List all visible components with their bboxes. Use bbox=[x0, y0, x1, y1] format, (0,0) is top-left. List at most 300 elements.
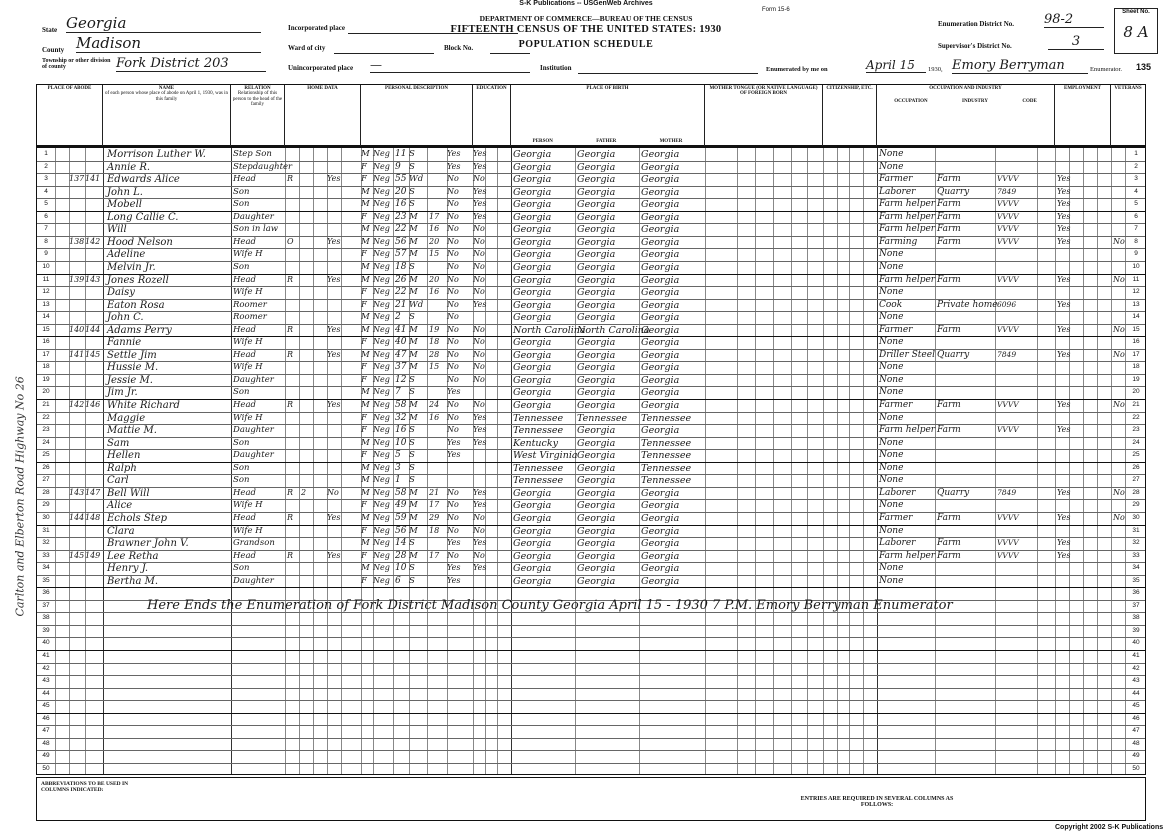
line-number: 28 bbox=[1132, 488, 1140, 496]
cell-sch: Yes bbox=[447, 161, 461, 171]
cell-bp: Tennessee bbox=[513, 425, 564, 437]
cell-sex: M bbox=[361, 387, 370, 398]
cell-sch: No bbox=[447, 249, 459, 259]
line-number: 29 bbox=[1132, 501, 1140, 509]
cell-name: Hussie M. bbox=[107, 362, 159, 374]
cell-age: 16 bbox=[395, 425, 407, 436]
unincorporated-label: Unincorporated place bbox=[288, 64, 354, 72]
cell-occ: Laborer bbox=[879, 186, 916, 197]
cell-ms: M bbox=[409, 211, 418, 222]
cell-rel: Daughter bbox=[233, 425, 274, 436]
cell-rw: Yes bbox=[473, 211, 487, 221]
cell-occ: Farm helper bbox=[879, 211, 936, 222]
cell-rel: Head bbox=[233, 236, 256, 247]
section-education bbox=[473, 85, 511, 146]
line-number: 9 bbox=[44, 250, 48, 258]
cell-occ: Farm helper bbox=[879, 550, 936, 561]
cell-sex: M bbox=[361, 312, 370, 323]
cell-rw: No bbox=[473, 274, 485, 284]
cell-rel: Son bbox=[233, 186, 250, 197]
line-number: 5 bbox=[1134, 200, 1138, 208]
cell-age: 20 bbox=[395, 186, 407, 197]
section-birth-label: PLACE OF BIRTH bbox=[586, 86, 629, 91]
cell-fb: Georgia bbox=[577, 374, 616, 386]
cell-emp: Yes bbox=[1057, 211, 1071, 221]
cell-code: VVVV bbox=[997, 512, 1019, 522]
cell-race: Neg bbox=[373, 149, 390, 158]
cell-age: 23 bbox=[395, 211, 407, 222]
cell-sex: M bbox=[361, 236, 370, 247]
cell-occ: Farm helper bbox=[879, 199, 936, 210]
cell-ind: Farm bbox=[937, 224, 961, 235]
cell-name: Bell Will bbox=[107, 487, 150, 499]
cell-race: Neg bbox=[373, 512, 390, 522]
cell-occ: None bbox=[879, 475, 904, 486]
cell-rel: Head bbox=[233, 512, 256, 523]
cell-ma: 20 bbox=[429, 274, 440, 284]
cell-fb: Georgia bbox=[577, 299, 616, 311]
cell-race: Neg bbox=[373, 249, 390, 259]
row-divider bbox=[37, 750, 1145, 751]
cell-fb: Georgia bbox=[577, 261, 616, 273]
line-number: 29 bbox=[42, 501, 50, 509]
cell-ms: M bbox=[409, 512, 418, 523]
cell-occ: None bbox=[879, 500, 904, 511]
cell-fam: 149 bbox=[85, 550, 101, 560]
cell-code: 7849 bbox=[997, 487, 1017, 497]
line-number: 43 bbox=[1132, 677, 1140, 685]
section-employment-label: EMPLOYMENT bbox=[1064, 86, 1101, 91]
cell-dw: 138 bbox=[69, 236, 85, 246]
cell-ms: S bbox=[409, 149, 415, 159]
cell-emp: Yes bbox=[1057, 550, 1071, 560]
cell-occ: Farmer bbox=[879, 174, 913, 185]
line-number: 24 bbox=[1132, 438, 1140, 446]
cell-sex: F bbox=[361, 299, 367, 310]
cell-bp: Georgia bbox=[513, 362, 552, 374]
cell-bp: Georgia bbox=[513, 575, 552, 587]
line-number: 10 bbox=[1132, 262, 1140, 270]
line-number: 24 bbox=[42, 438, 50, 446]
cell-sex: F bbox=[361, 174, 367, 185]
sd-label: Supervisor's District No. bbox=[938, 42, 1012, 50]
cell-ms: M bbox=[409, 362, 418, 373]
birth-mother-subheader: MOTHER bbox=[659, 138, 683, 144]
cell-ms: M bbox=[409, 287, 418, 298]
cell-mb: Georgia bbox=[641, 374, 680, 386]
cell-rw: No bbox=[473, 374, 485, 384]
line-number: 45 bbox=[42, 702, 50, 710]
publisher-banner: S-K Publications -- USGenWeb Archives bbox=[519, 0, 653, 7]
line-number: 49 bbox=[1132, 752, 1140, 760]
cell-ms: S bbox=[409, 450, 415, 461]
cell-ms: M bbox=[409, 525, 418, 536]
cell-name: John L. bbox=[107, 186, 143, 198]
cell-code: 7849 bbox=[997, 186, 1017, 196]
line-number: 27 bbox=[1132, 476, 1140, 484]
cell-emp: Yes bbox=[1057, 299, 1071, 309]
row-divider bbox=[37, 587, 1145, 588]
closing-note: Here Ends the Enumeration of Fork District Madison County Georgia April 15 - 1930 7 P.M. Emory Berryman Enumerator bbox=[147, 597, 953, 613]
cell-name: Maggie bbox=[107, 412, 146, 424]
cell-mb: Georgia bbox=[641, 299, 680, 311]
cell-ma: 17 bbox=[429, 500, 440, 510]
industry-subheader: INDUSTRY bbox=[962, 99, 988, 104]
cell-fam: 146 bbox=[85, 400, 101, 409]
line-number: 18 bbox=[42, 363, 50, 371]
cell-mb: Georgia bbox=[641, 186, 680, 198]
sheet-box bbox=[1114, 8, 1158, 54]
cell-farm: Yes bbox=[327, 550, 341, 560]
cell-rel: Son in law bbox=[233, 224, 279, 235]
section-citizenship bbox=[823, 85, 877, 146]
cell-mb: Georgia bbox=[641, 274, 680, 286]
cell-ma: 18 bbox=[429, 337, 440, 347]
cell-occ: None bbox=[879, 249, 904, 260]
cell-sex: M bbox=[361, 512, 370, 523]
cell-name: Settle Jim bbox=[107, 349, 157, 361]
line-number: 16 bbox=[1132, 338, 1140, 346]
cell-ms: Wd bbox=[409, 299, 424, 310]
cell-ind: Farm bbox=[937, 174, 961, 185]
cell-bp: Georgia bbox=[513, 236, 552, 248]
cell-fb: Georgia bbox=[577, 563, 616, 575]
cell-mb: Georgia bbox=[641, 563, 680, 575]
cell-bp: Georgia bbox=[513, 174, 552, 186]
cell-bp: Georgia bbox=[513, 287, 552, 299]
cell-emp: Yes bbox=[1057, 349, 1071, 359]
cell-mb: Tennessee bbox=[641, 475, 692, 487]
cell-sex: M bbox=[361, 274, 370, 285]
cell-age: 22 bbox=[395, 224, 407, 235]
cell-race: Neg bbox=[373, 261, 390, 271]
cell-rw: Yes bbox=[473, 487, 487, 497]
cell-sex: F bbox=[361, 550, 367, 561]
cell-ms: M bbox=[409, 550, 418, 561]
cell-rw: No bbox=[473, 550, 485, 560]
cell-rw: No bbox=[473, 261, 485, 271]
line-number: 13 bbox=[1132, 300, 1140, 308]
cell-ms: M bbox=[409, 487, 418, 498]
cell-sch: No bbox=[447, 349, 459, 359]
cell-sex: F bbox=[361, 374, 367, 385]
cell-farm: Yes bbox=[327, 400, 341, 409]
schedule-title: POPULATION SCHEDULE bbox=[518, 39, 654, 50]
cell-farm: Yes bbox=[327, 349, 341, 359]
section-personal bbox=[361, 85, 473, 146]
cell-dw: 145 bbox=[69, 550, 85, 560]
cell-name: Lee Retha bbox=[107, 550, 159, 562]
cell-ms: M bbox=[409, 412, 418, 423]
cell-race: Neg bbox=[373, 287, 390, 297]
cell-rel: Son bbox=[233, 199, 250, 210]
cell-rel: Son bbox=[233, 563, 250, 574]
line-number: 12 bbox=[42, 288, 50, 296]
sheet-value: 8 A bbox=[1123, 23, 1149, 41]
line-number: 4 bbox=[1134, 187, 1138, 195]
cell-name: Brawner John V. bbox=[107, 538, 189, 550]
cell-sch: No bbox=[447, 261, 459, 271]
cell-sch: No bbox=[447, 274, 459, 284]
cell-sch: No bbox=[447, 400, 459, 409]
cell-code: VVVV bbox=[997, 211, 1019, 221]
line-number: 25 bbox=[1132, 451, 1140, 459]
cell-code: 6096 bbox=[997, 299, 1017, 309]
cell-age: 10 bbox=[395, 563, 407, 574]
cell-vet: No bbox=[1113, 349, 1125, 359]
cell-bp: Georgia bbox=[513, 512, 552, 524]
line-number: 6 bbox=[44, 212, 48, 220]
cell-fb: Georgia bbox=[577, 462, 616, 474]
cell-bp: West Virginia bbox=[513, 450, 578, 462]
line-number: 8 bbox=[44, 237, 48, 245]
cell-mb: Georgia bbox=[641, 174, 680, 186]
line-number: 14 bbox=[1132, 313, 1140, 321]
cell-name: Ralph bbox=[107, 462, 137, 474]
line-number: 26 bbox=[42, 463, 50, 471]
cell-rw: No bbox=[473, 337, 485, 347]
cell-vet: No bbox=[1113, 400, 1125, 409]
cell-fb: Georgia bbox=[577, 538, 616, 550]
cell-dw: 140 bbox=[69, 324, 85, 334]
cell-age: 3 bbox=[395, 462, 401, 473]
line-number: 11 bbox=[1132, 275, 1140, 283]
cell-age: 10 bbox=[395, 437, 407, 448]
cell-race: Neg bbox=[373, 475, 390, 485]
cell-mb: Tennessee bbox=[641, 462, 692, 474]
cell-sex: M bbox=[361, 475, 370, 486]
cell-ms: M bbox=[409, 324, 418, 335]
cell-fb: Georgia bbox=[577, 425, 616, 437]
line-number: 42 bbox=[1132, 664, 1140, 672]
cell-age: 28 bbox=[395, 550, 407, 561]
line-number: 25 bbox=[42, 451, 50, 459]
cell-ms: S bbox=[409, 312, 415, 323]
line-number: 34 bbox=[1132, 564, 1140, 572]
cell-bp: Georgia bbox=[513, 199, 552, 211]
line-number: 31 bbox=[42, 526, 50, 534]
cell-ind: Quarry bbox=[937, 349, 970, 360]
cell-ma: 15 bbox=[429, 362, 440, 372]
cell-race: Neg bbox=[373, 575, 390, 585]
cell-ma: 24 bbox=[429, 400, 440, 409]
cell-code: VVVV bbox=[997, 400, 1019, 409]
line-number: 39 bbox=[42, 626, 50, 634]
line-number: 50 bbox=[42, 764, 50, 772]
cell-name: Adams Perry bbox=[107, 324, 172, 336]
cell-rw: Yes bbox=[473, 149, 487, 158]
cell-rel: Head bbox=[233, 274, 256, 285]
cell-fb: Georgia bbox=[577, 575, 616, 587]
cell-ind: Farm bbox=[937, 199, 961, 210]
cell-vet: No bbox=[1113, 487, 1125, 497]
cell-rel: Head bbox=[233, 487, 256, 498]
cell-rw: No bbox=[473, 287, 485, 297]
cell-dw: 139 bbox=[69, 274, 85, 284]
cell-bp: Tennessee bbox=[513, 412, 564, 424]
cell-farm: Yes bbox=[327, 512, 341, 522]
section-veterans bbox=[1111, 85, 1145, 146]
cell-bp: Georgia bbox=[513, 312, 552, 324]
cell-sch: No bbox=[447, 512, 459, 522]
line-number: 1 bbox=[1134, 150, 1138, 157]
cell-sex: M bbox=[361, 149, 370, 159]
cell-sch: No bbox=[447, 199, 459, 209]
cell-bp: Georgia bbox=[513, 538, 552, 550]
birth-person-subheader: PERSON bbox=[532, 138, 553, 144]
cell-race: Neg bbox=[373, 437, 390, 447]
cell-name: Morrison Luther W. bbox=[107, 149, 206, 160]
cell-race: Neg bbox=[373, 161, 390, 171]
cell-fb: Georgia bbox=[577, 437, 616, 449]
cell-rel: Son bbox=[233, 475, 250, 486]
institution-line bbox=[578, 64, 758, 74]
cell-code: VVVV bbox=[997, 274, 1019, 284]
cell-name: Jessie M. bbox=[107, 374, 153, 386]
line-number: 27 bbox=[42, 476, 50, 484]
cell-race: Neg bbox=[373, 224, 390, 234]
line-number: 33 bbox=[1132, 551, 1140, 559]
cell-rw: No bbox=[473, 349, 485, 359]
cell-farm: Yes bbox=[327, 324, 341, 334]
cell-occ: None bbox=[879, 563, 904, 574]
cell-occ: Laborer bbox=[879, 538, 916, 549]
cell-bp: Georgia bbox=[513, 349, 552, 361]
line-number: 47 bbox=[42, 727, 50, 735]
cell-mb: Tennessee bbox=[641, 437, 692, 449]
cell-emp: Yes bbox=[1057, 224, 1071, 234]
cell-fb: Georgia bbox=[577, 287, 616, 299]
row-divider bbox=[37, 763, 1145, 764]
cell-sch: No bbox=[447, 487, 459, 497]
cell-fam: 145 bbox=[85, 349, 101, 359]
enumerator-name: Emory Berryman bbox=[952, 58, 1088, 74]
township-label: Township or other division of county bbox=[42, 58, 111, 71]
cell-race: Neg bbox=[373, 400, 390, 409]
cell-rw: No bbox=[473, 512, 485, 522]
cell-occ: None bbox=[879, 450, 904, 461]
cell-mb: Georgia bbox=[641, 349, 680, 361]
enum-year: 1930, bbox=[928, 66, 943, 73]
line-number: 38 bbox=[42, 614, 50, 622]
cell-race: Neg bbox=[373, 337, 390, 347]
row-divider bbox=[37, 663, 1145, 664]
row-divider bbox=[37, 637, 1145, 638]
cell-occ: None bbox=[879, 149, 904, 159]
line-number: 1 bbox=[44, 150, 48, 157]
cell-mb: Georgia bbox=[641, 512, 680, 524]
cell-mb: Georgia bbox=[641, 249, 680, 261]
cell-sex: M bbox=[361, 563, 370, 574]
cell-mb: Georgia bbox=[641, 525, 680, 537]
cell-occ: None bbox=[879, 575, 904, 586]
cell-fb: Georgia bbox=[577, 236, 616, 248]
cell-name: John C. bbox=[107, 312, 144, 324]
cell-ms: S bbox=[409, 475, 415, 486]
line-number: 49 bbox=[42, 752, 50, 760]
cell-age: 11 bbox=[395, 149, 407, 159]
cell-sch: No bbox=[447, 525, 459, 535]
cell-name: Mobell bbox=[107, 199, 142, 211]
cell-occ: None bbox=[879, 462, 904, 473]
line-number: 43 bbox=[42, 677, 50, 685]
cell-race: Neg bbox=[373, 538, 390, 548]
cell-race: Neg bbox=[373, 236, 390, 246]
cell-name: White Richard bbox=[107, 400, 180, 411]
cell-race: Neg bbox=[373, 462, 390, 472]
line-number: 22 bbox=[42, 413, 50, 421]
cell-fb: Georgia bbox=[577, 349, 616, 361]
cell-bp: Georgia bbox=[513, 387, 552, 399]
cell-race: Neg bbox=[373, 299, 390, 309]
line-number: 48 bbox=[42, 739, 50, 747]
margin-road-note: Carlton and Elberton Road Highway No 26 bbox=[13, 376, 27, 617]
cell-mb: Georgia bbox=[641, 224, 680, 236]
cell-sch: No bbox=[447, 500, 459, 510]
cell-race: Neg bbox=[373, 525, 390, 535]
cell-fb: Georgia bbox=[577, 400, 616, 411]
cell-rw: Yes bbox=[473, 199, 487, 209]
cell-race: Neg bbox=[373, 500, 390, 510]
abbrev-title: ABBREVIATIONS TO BE USED IN COLUMNS INDICATED: bbox=[41, 781, 129, 793]
cell-mb: Georgia bbox=[641, 400, 680, 411]
cell-rel: Daughter bbox=[233, 450, 274, 461]
cell-own: R bbox=[287, 324, 294, 334]
line-number: 40 bbox=[42, 639, 50, 647]
cell-ind: Quarry bbox=[937, 186, 970, 197]
cell-age: 56 bbox=[395, 525, 407, 536]
cell-ind: Farm bbox=[937, 236, 961, 247]
cell-occ: None bbox=[879, 261, 904, 272]
cell-occ: None bbox=[879, 374, 904, 385]
line-number: 34 bbox=[42, 564, 50, 572]
cell-fb: Georgia bbox=[577, 312, 616, 324]
cell-rw: No bbox=[473, 400, 485, 409]
cell-age: 22 bbox=[395, 287, 407, 298]
cell-ms: M bbox=[409, 224, 418, 235]
line-number: 7 bbox=[1134, 225, 1138, 233]
cell-ms: M bbox=[409, 400, 418, 410]
cell-rw: No bbox=[473, 174, 485, 184]
line-number: 7 bbox=[44, 225, 48, 233]
cell-bp: North Carolina bbox=[513, 324, 586, 336]
cell-ma: 28 bbox=[429, 349, 440, 359]
cell-sch: Yes bbox=[447, 575, 461, 585]
cell-mb: Georgia bbox=[641, 211, 680, 223]
cell-fb: Georgia bbox=[577, 274, 616, 286]
cell-ms: S bbox=[409, 199, 415, 210]
cell-val: 2 bbox=[301, 487, 307, 497]
cell-bp: Georgia bbox=[513, 500, 552, 512]
cell-sex: M bbox=[361, 224, 370, 235]
cell-ma: 17 bbox=[429, 211, 440, 221]
line-number: 15 bbox=[42, 325, 50, 333]
line-number: 39 bbox=[1132, 626, 1140, 634]
cell-rw: Yes bbox=[473, 161, 487, 171]
cell-occ: None bbox=[879, 437, 904, 448]
cell-sch: No bbox=[447, 287, 459, 297]
cell-sch: No bbox=[447, 550, 459, 560]
line-number: 3 bbox=[1134, 175, 1138, 183]
line-number: 26 bbox=[1132, 463, 1140, 471]
cell-ma: 20 bbox=[429, 236, 440, 246]
cell-race: Neg bbox=[373, 324, 390, 334]
cell-ms: S bbox=[409, 538, 415, 549]
cell-name: Bertha M. bbox=[107, 575, 159, 587]
cell-bp: Georgia bbox=[513, 211, 552, 223]
cell-bp: Georgia bbox=[513, 249, 552, 261]
cell-ma: 19 bbox=[429, 324, 440, 334]
